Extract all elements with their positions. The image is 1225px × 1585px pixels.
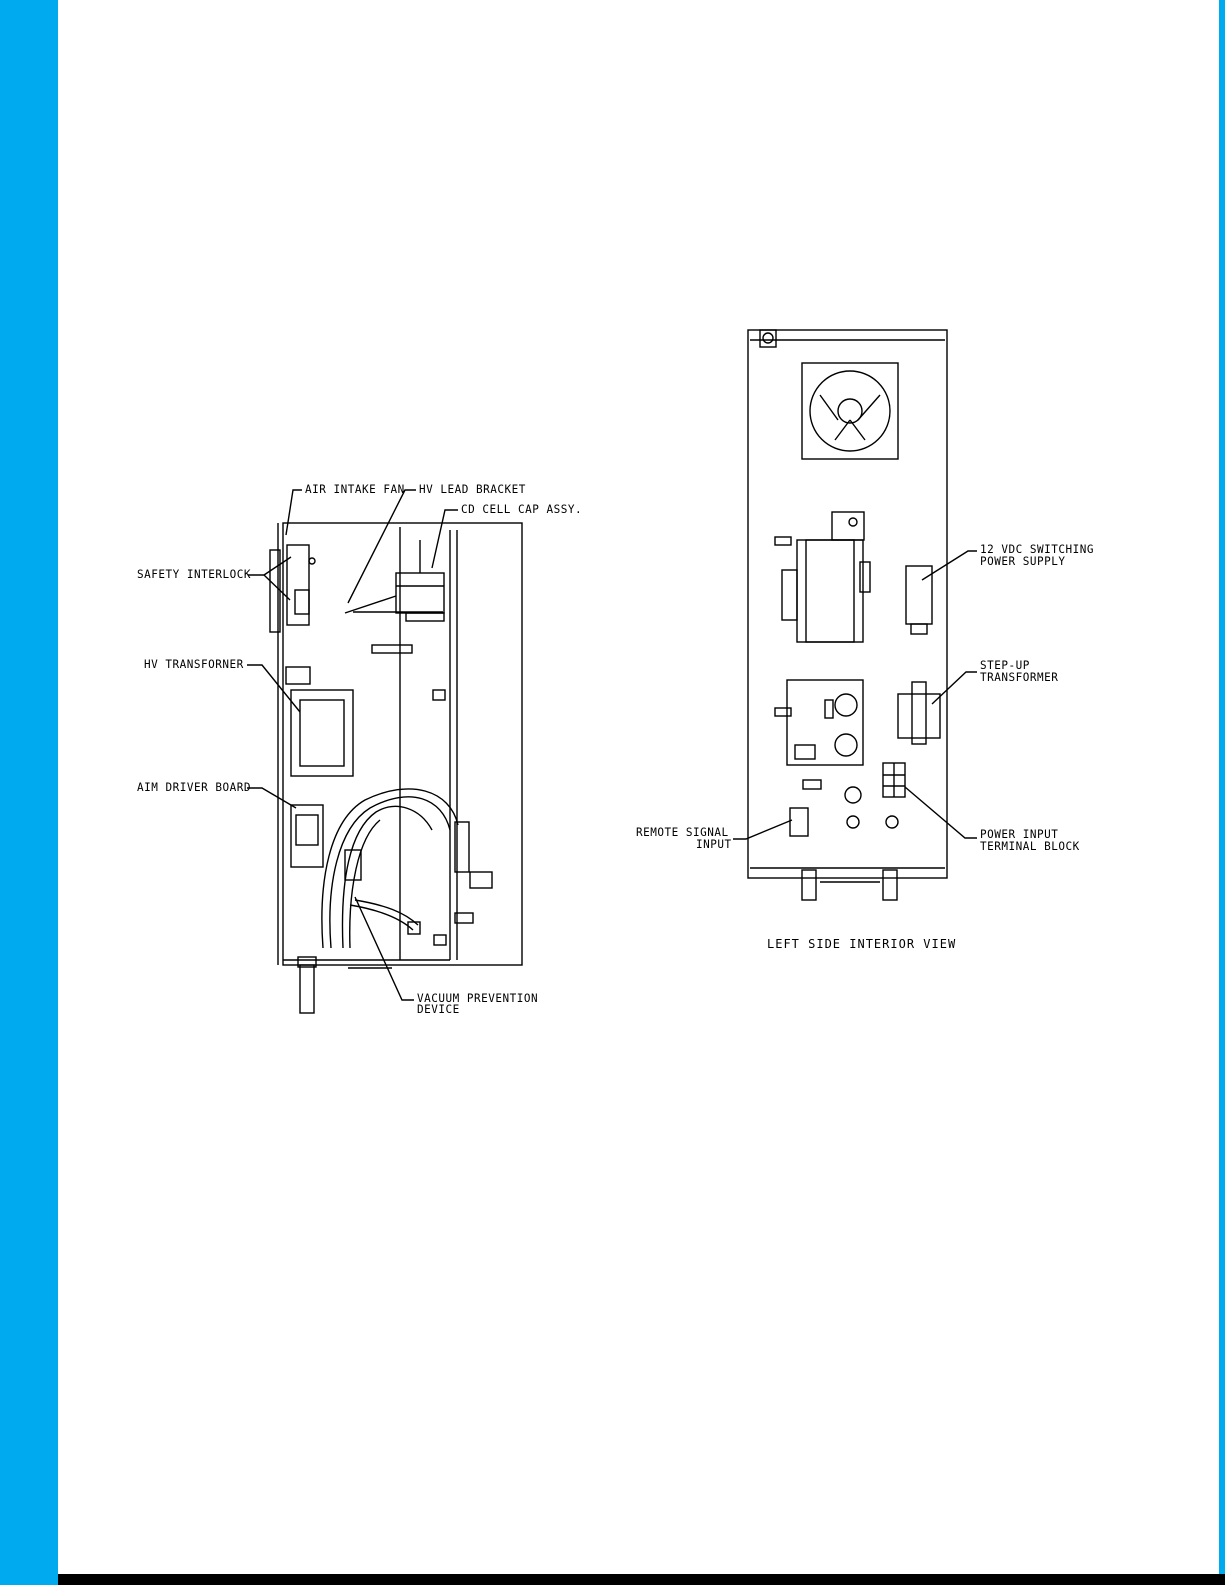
- label-remote-input: INPUT: [696, 837, 732, 852]
- leader-hv-transformer: [247, 665, 300, 712]
- label-vacuum-device: DEVICE: [417, 1002, 460, 1017]
- side-pcb: [787, 680, 863, 765]
- label-vacuum-prevention: VACUUM PREVENTION: [417, 991, 539, 1006]
- label-power-supply: POWER SUPPLY: [980, 554, 1066, 569]
- leader-remote-signal: [733, 820, 792, 839]
- front-cabinet-outline: [283, 523, 522, 965]
- label-12vdc-switching: 12 VDC SWITCHING: [980, 542, 1094, 557]
- side-power-supply: [906, 566, 932, 624]
- side-fan: [802, 363, 898, 459]
- label-air-intake-fan: AIR INTAKE FAN: [305, 482, 405, 497]
- label-transformer: TRANSFORMER: [980, 670, 1059, 685]
- leader-cd-cell-cap: [432, 510, 458, 568]
- side-cabinet-outline: [748, 330, 947, 878]
- side-stepup-transformer: [898, 694, 940, 738]
- side-view-caption: LEFT SIDE INTERIOR VIEW: [767, 936, 957, 952]
- label-remote-signal: REMOTE SIGNAL: [636, 825, 729, 840]
- leader-air-intake-fan: [286, 490, 302, 535]
- leader-vacuum-device: [355, 897, 414, 1000]
- label-power-input: POWER INPUT: [980, 827, 1059, 842]
- label-hv-lead-bracket: HV LEAD BRACKET: [419, 482, 526, 497]
- label-terminal-block: TERMINAL BLOCK: [980, 839, 1080, 854]
- label-hv-transformer: HV TRANSFORNER: [144, 657, 244, 672]
- label-step-up: STEP-UP: [980, 658, 1030, 673]
- label-aim-driver-board: AIM DRIVER BOARD: [137, 780, 251, 795]
- label-safety-interlock: SAFETY INTERLOCK: [137, 567, 251, 582]
- front-cd-cell-cap: [396, 573, 444, 613]
- leader-stepup-transformer: [932, 672, 977, 704]
- front-view-drawing: [247, 490, 522, 1013]
- leader-power-input: [905, 787, 977, 838]
- label-cd-cell-cap: CD CELL CAP ASSY.: [461, 502, 583, 517]
- leader-aim-driver-board: [247, 788, 296, 808]
- side-view-drawing: [733, 330, 977, 900]
- side-remote-terminal: [790, 808, 808, 836]
- side-main-transformer: [797, 540, 863, 642]
